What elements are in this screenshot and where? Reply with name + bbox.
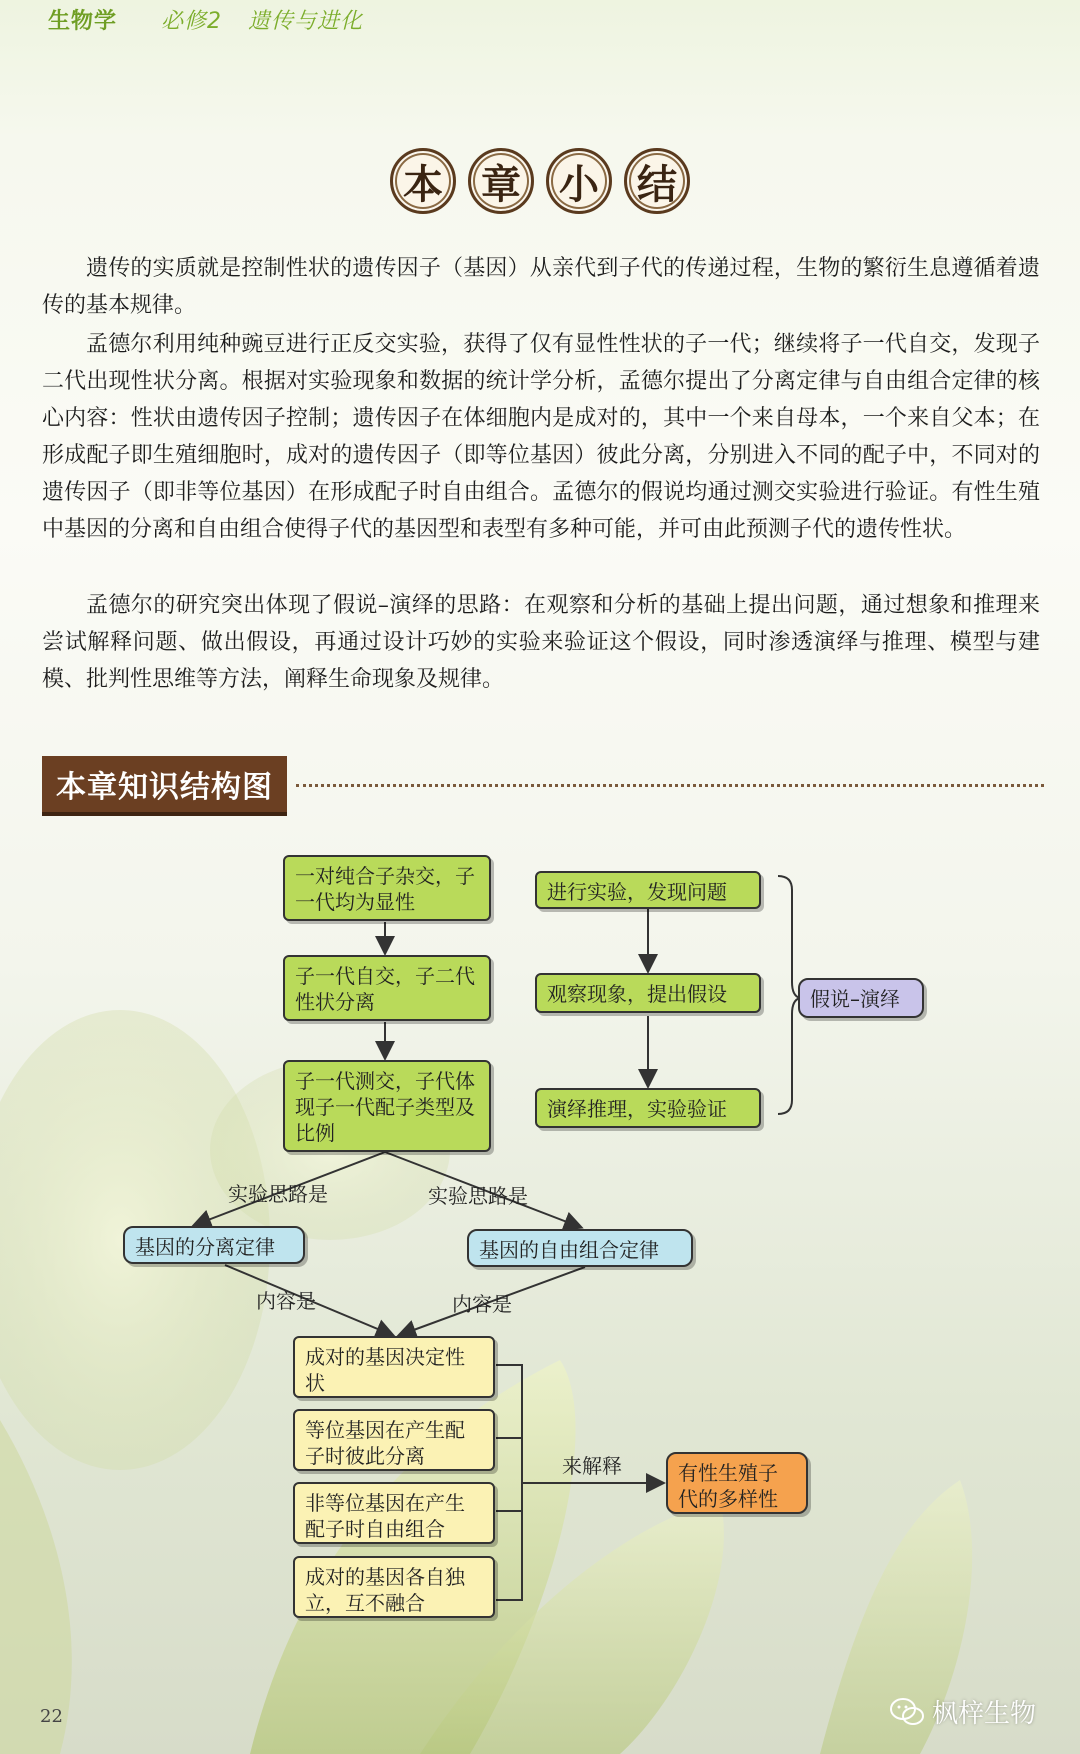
book-label: 必修2 [161, 9, 223, 34]
verification-step-box: 演绎推理，实验验证 [535, 1088, 761, 1128]
chapter-label: 遗传与进化 [248, 9, 364, 34]
independent-assortment-law-box: 基因的自由组合定律 [467, 1229, 693, 1267]
independent-genes-box: 成对的基因各自独立，互不融合 [293, 1556, 495, 1618]
summary-paragraph-1: 遗传的实质就是控制性状的遗传因子（基因）从亲代到子代的传递过程，生物的繁衍生息遵循着遗传的基本规律。 [42, 256, 1040, 318]
wechat-icon [890, 1698, 924, 1726]
subject-label: 生物学 [48, 9, 118, 34]
watermark-text: 枫梓生物 [932, 1699, 1037, 1729]
explain-label: 来解释 [562, 1454, 622, 1478]
content-label: 内容是 [452, 1292, 512, 1316]
cross-step-box: 一对纯合子杂交，子一代均为显性 [283, 855, 491, 921]
page-number: 22 [40, 1706, 63, 1727]
title-char: 结 [624, 148, 690, 214]
content-label: 内容是 [256, 1289, 316, 1313]
paired-genes-box: 成对的基因决定性状 [293, 1336, 495, 1398]
experiment-idea-label: 实验思路是 [228, 1182, 328, 1206]
nonallele-assortment-box: 非等位基因在产生配子时自由组合 [293, 1482, 495, 1544]
experiment-step-box: 进行实验，发现问题 [535, 871, 761, 909]
title-char: 小 [546, 148, 612, 214]
segregation-law-box: 基因的分离定律 [123, 1226, 305, 1264]
title-char: 章 [468, 148, 534, 214]
watermark [890, 1693, 1036, 1730]
hypothesis-step-box: 观察现象，提出假设 [535, 973, 761, 1013]
self-cross-step-box: 子一代自交，子二代性状分离 [283, 955, 491, 1021]
section-title: 本章知识结构图 [42, 756, 287, 816]
hypothetico-deductive-box: 假说–演绎 [798, 978, 924, 1018]
summary-paragraph-2: 孟德尔利用纯种豌豆进行正反交实验，获得了仅有显性性状的子一代；继续将子一代自交，发现子二代出现性状分离。根据对实验现象和数据的统计学分析，孟德尔提出了分离定律与自由组合定律的核心内容：性状由遗传因子控制；遗传因子在体细胞内是成对的，其中一个来自母本，一个来自父本；在形成配子即生殖细胞时，成对的遗传因子（即等位基因）彼此分离，分别进入不同的配子中，不同对的遗传因子（即非等位基因）在形成配子时自由组合。孟德尔的假说均通过测交实验进行验证。有性生殖中基因的分离和自由组合使得子代的基因型和表型有多种可能，并可由此预测子代的遗传性状。 [42, 332, 1040, 542]
title-char: 本 [390, 148, 456, 214]
allele-segregation-box: 等位基因在产生配子时彼此分离 [293, 1409, 495, 1471]
experiment-idea-label: 实验思路是 [428, 1184, 528, 1208]
offspring-diversity-box: 有性生殖子代的多样性 [666, 1452, 808, 1514]
summary-paragraph-3: 孟德尔的研究突出体现了假说–演绎的思路：在观察和分析的基础上提出问题，通过想象和推理来尝试解释问题、做出假设，再通过设计巧妙的实验来验证这个假设，同时渗透演绎与推理、模型与建模、批判性思维等方法，阐释生命现象及规律。 [42, 593, 1040, 692]
test-cross-step-box: 子一代测交，子代体现子一代配子类型及比例 [283, 1060, 491, 1152]
